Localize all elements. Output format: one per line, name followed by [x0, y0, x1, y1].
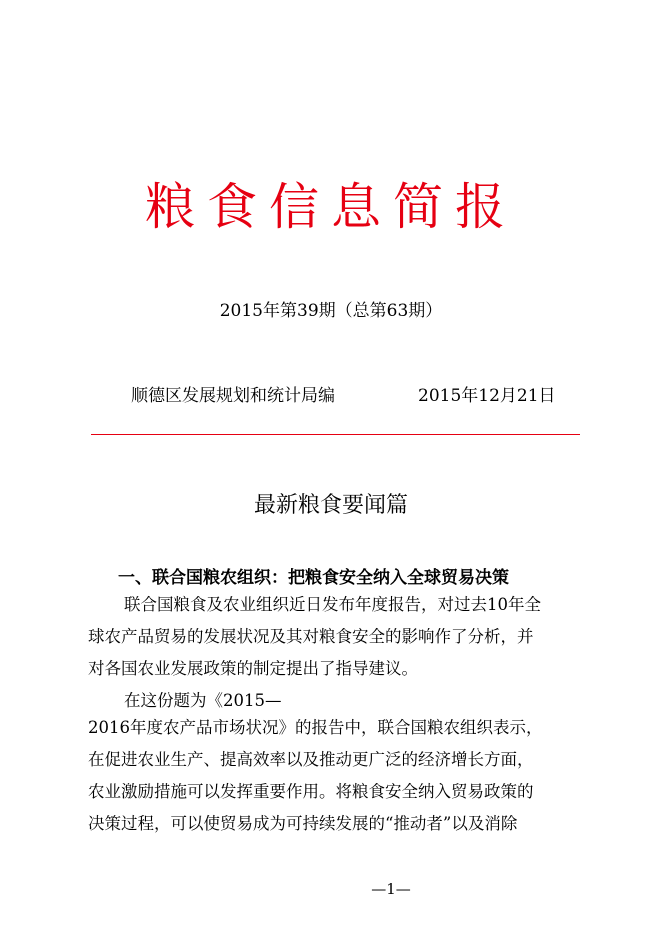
body-line-6: 在促进农业生产、提高效率以及推动更广泛的经济增长方面， [88, 750, 534, 769]
issue-number: 2015年第39期（总第63期） [219, 301, 443, 321]
body-line-1: 联合国粮食及农业组织近日发布年度报告，对过去10年全 [124, 595, 541, 614]
document-title: 粮食信息简报 [145, 178, 517, 236]
red-divider [91, 434, 580, 435]
body-line-3: 对各国农业发展政策的制定提出了指导建议。 [88, 659, 418, 678]
article-heading: 一、联合国粮农组织：把粮食安全纳入全球贸易决策 [118, 568, 509, 588]
body-line-4: 在这份题为《2015— [124, 691, 282, 710]
publish-date: 2015年12月21日 [418, 386, 556, 406]
section-title: 最新粮食要闻篇 [253, 493, 408, 518]
body-line-5: 2016年度农产品市场状况》的报告中，联合国粮农组织表示， [88, 718, 543, 737]
body-line-2: 球农产品贸易的发展状况及其对粮食安全的影响作了分析，并 [88, 627, 534, 646]
body-line-7: 农业激励措施可以发挥重要作用。将粮食安全纳入贸易政策的 [88, 782, 534, 801]
page-number: —1— [371, 880, 411, 898]
body-line-8: 决策过程，可以使贸易成为可持续发展的“推动者”以及消除 [88, 814, 518, 833]
publisher: 顺德区发展规划和统计局编 [131, 386, 335, 406]
